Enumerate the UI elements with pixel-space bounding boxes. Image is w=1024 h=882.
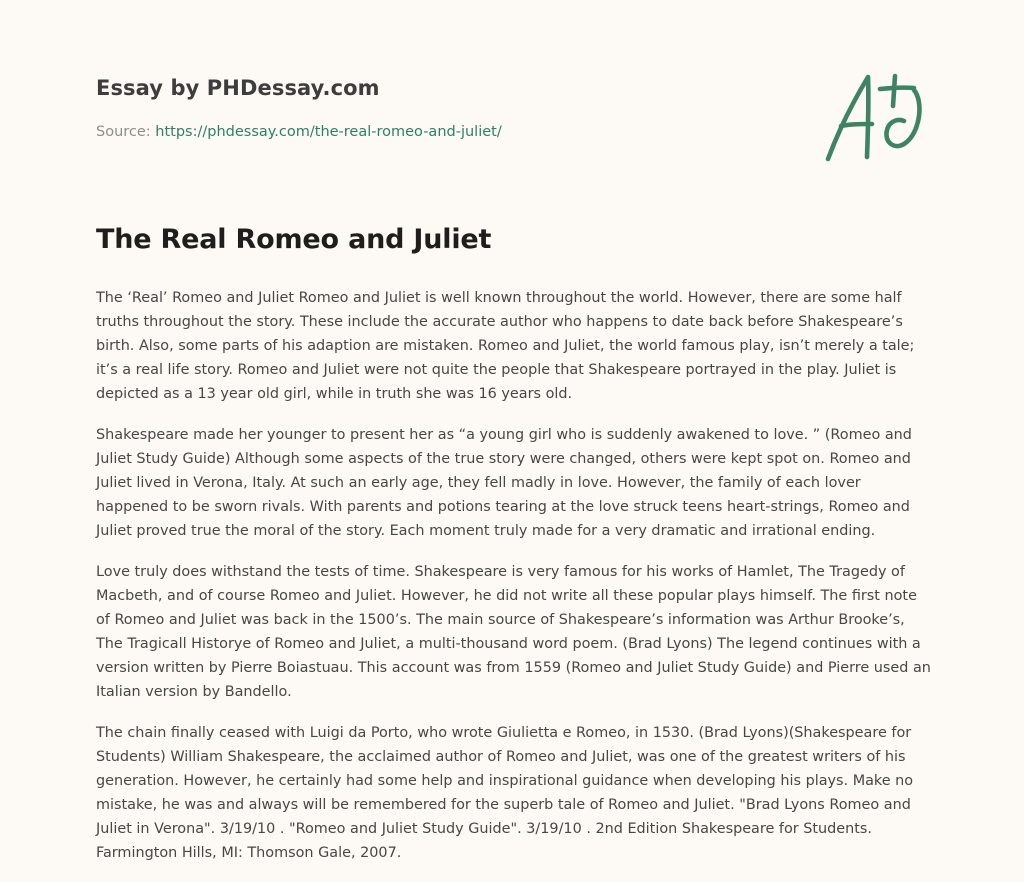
essay-paragraph: Shakespeare made her younger to present her as “a young girl who is suddenly awakened to love. ” (Romeo and Juliet Study Guide) Although some aspects of the true story were changed, others were kept spot on. Romeo and Juliet lived in Verona, Italy. At such an early age, they fell madly in love. However, the family of each lover happened to be sworn rivals. With parents and potions tearing at the love struck teens heart-strings, Romeo and Juliet proved true the moral of the story. Each moment truly made for a very dramatic and irrational ending. [96,427,912,539]
essay-paragraph: The ‘Real’ Romeo and Juliet Romeo and Juliet is well known throughout the world. However, there are some half truths throughout the story. These include the accurate author who happens to date back before Shakespeare’s birth. Also, some parts of his adaption are mistaken. Romeo and Juliet, the world famous play, isn’t merely a tale; it’s a real life story. Romeo and Juliet were not quite the people that Shakespeare portrayed in the play. Juliet is depicted as a 13 year old girl, while in truth she was 16 years old. [96,290,915,402]
site-brand-title: Essay by PHDessay.com [96,76,380,100]
essay-body [96,286,932,882]
essay-paragraph: Love truly does withstand the tests of time. Shakespeare is very famous for his works of Hamlet, The Tragedy of Macbeth, and of course Romeo and Juliet. However, he did not write all these popular plays himself. The first note of Romeo and Juliet was back in the 1500’s. The main source of Shakespeare’s information was Arthur Brooke’s, The Tragicall Historye of Romeo and Juliet, a multi-thousand word poem. (Brad Lyons) The legend continues with a version written by Pierre Boiastuau. This account was from 1559 (Romeo and Juliet Study Guide) and Pierre used an Italian version by Bandello. [96,564,931,700]
essay-paragraph: The chain finally ceased with Luigi da Porto, who wrote Giulietta e Romeo, in 1530. (Brad Lyons)(Shakespeare for Students) William Shakespeare, the acclaimed author of Romeo and Juliet, was one of the greatest writers of his generation. However, he certainly had some help and inspirational guidance when developing his plays. Make no mistake, he was and always will be remembered for the superb tale of Romeo and Juliet. "Brad Lyons Romeo and Juliet in Verona". 3/19/10 . "Romeo and Juliet Study Guide". 3/19/10 . 2nd Edition Shakespeare for Students. Farmington Hills, MI: Thomson Gale, 2007. [96,725,914,861]
a-plus-grade-icon [818,66,930,166]
source-line [96,124,502,140]
essay-title: The Real Romeo and Juliet [96,224,492,255]
source-label: Source: [96,124,156,140]
source-link[interactable]: https://phdessay.com/the-real-romeo-and-juliet/ [155,124,502,140]
